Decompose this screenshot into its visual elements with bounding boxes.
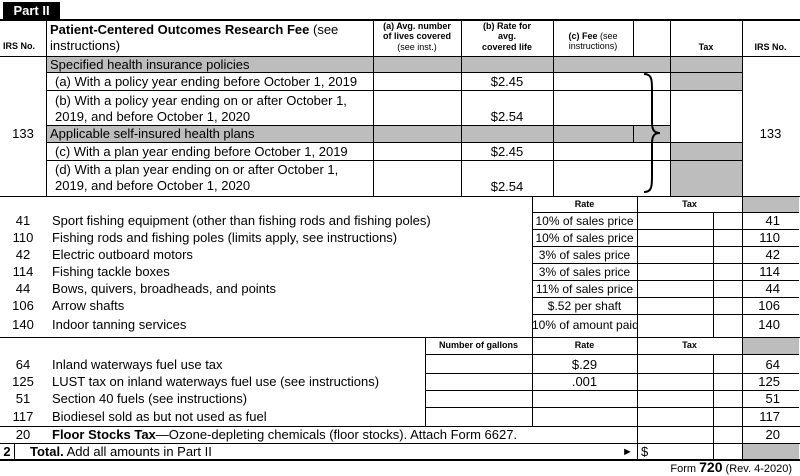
sec2-rate-41: 10% of sales price xyxy=(535,214,634,228)
pcori-rate-a: $2.45 xyxy=(490,74,524,89)
pcori-rate-b: $2.54 xyxy=(490,109,524,124)
pcori-row-c: (c) With a plan year ending before October 1, 2019 xyxy=(55,144,348,159)
total-line-no: 2 xyxy=(3,444,11,459)
sec2-label-106: Arrow shafts xyxy=(52,298,125,313)
header-col-c-1 xyxy=(553,31,633,41)
floor-irs-no: 20 xyxy=(15,427,31,442)
sec2-rate-140: 10% of amount paid xyxy=(532,318,639,332)
floor-stocks-label xyxy=(52,427,517,443)
total-arrow-icon: ► xyxy=(622,446,633,458)
shade-tax-d xyxy=(670,160,742,196)
header-col-a-3: (see inst.) xyxy=(397,42,437,52)
sec3-header-rate: Rate xyxy=(574,340,595,350)
header-col-c-see: (see xyxy=(597,31,618,41)
rule-floor-tax-split xyxy=(713,426,714,459)
part-label: Part II xyxy=(3,2,60,19)
sec2-irs-44: 44 xyxy=(15,281,31,296)
rule-sec3-tax xyxy=(637,337,638,426)
header-tax: Tax xyxy=(698,42,714,52)
sec2-rate-114: 3% of sales price xyxy=(538,265,631,279)
sec2-irs-right-110: 110 xyxy=(759,230,780,245)
rule-tax-1 xyxy=(670,72,742,73)
total-label xyxy=(30,444,212,460)
sec2-label-140: Indoor tanning services xyxy=(52,317,187,332)
sec2-irs-42: 42 xyxy=(15,247,31,262)
footer-form-word: Form xyxy=(670,463,700,475)
form-footer xyxy=(670,460,792,476)
sec2-irs-right-106: 106 xyxy=(758,298,780,313)
header-col-c-2: instructions) xyxy=(568,41,618,51)
sec3-irs-125: 125 xyxy=(12,374,34,389)
total-dollar: $ xyxy=(641,444,649,459)
shade-irs-right-total xyxy=(742,443,799,459)
rule-col-c-end-2 xyxy=(633,125,634,142)
sec3-header-gallons: Number of gallons xyxy=(438,340,518,350)
pcori-rate-c: $2.45 xyxy=(490,144,524,159)
pcori-row-d-line1: (d) With a plan year ending on or after October 1, xyxy=(55,162,339,177)
rule-left-col xyxy=(46,20,47,196)
rule-tax-3 xyxy=(670,142,742,143)
footer-form-number: 720 xyxy=(699,459,723,475)
pcori-row-specified: Specified health insurance policies xyxy=(50,57,250,72)
rule-sec2-tax-split xyxy=(713,212,714,337)
pcori-title xyxy=(50,22,338,38)
sec2-irs-right-140: 140 xyxy=(758,317,780,332)
sec2-irs-41: 41 xyxy=(15,213,31,228)
floor-stocks-rest: —Ozone-depleting chemicals (floor stocks). Attach Form 6627. xyxy=(155,427,518,442)
pcori-row-b-line1: (b) With a policy year ending on or after October 1, xyxy=(55,93,347,108)
footer-revision: (Rev. 4-2020) xyxy=(722,463,792,475)
sec2-label-114: Fishing tackle boxes xyxy=(52,264,170,279)
sec3-rate-125: .001 xyxy=(571,374,598,389)
header-irs-no-right: IRS No. xyxy=(754,42,787,52)
sec3-irs-51: 51 xyxy=(15,391,31,406)
sec2-header-rate: Rate xyxy=(574,199,595,209)
pcori-row-a: (a) With a policy year ending before October 1, 2019 xyxy=(55,74,358,89)
sec2-irs-106: 106 xyxy=(12,298,34,313)
sec2-irs-140: 140 xyxy=(12,317,34,332)
sec3-rate-64: $.29 xyxy=(571,357,598,372)
pcori-row-d-line2: 2019, and before October 1, 2020 xyxy=(55,178,251,193)
sec2-rate-110: 10% of sales price xyxy=(535,231,634,245)
sec3-irs-right-117: 117 xyxy=(759,409,780,424)
total-amount-field[interactable] xyxy=(650,444,712,458)
pcori-irs-no-right: 133 xyxy=(759,126,782,141)
sec3-irs-right-125: 125 xyxy=(758,374,780,389)
header-col-a-1: (a) Avg. number xyxy=(383,21,451,31)
pcori-rate-d: $2.54 xyxy=(490,179,524,194)
rule-sec2-bottom xyxy=(0,337,800,338)
floor-irs-right: 20 xyxy=(765,427,780,442)
sec2-irs-right-42: 42 xyxy=(765,247,780,262)
sec3-label-117: Biodiesel sold as but not used as fuel xyxy=(52,409,267,424)
rule-sec2-6 xyxy=(532,314,799,315)
sec2-label-41: Sport fishing equipment (other than fishing rods and fishing poles) xyxy=(52,213,431,228)
rule-pcori-5 xyxy=(46,160,670,161)
pcori-row-selfinsured: Applicable self-insured health plans xyxy=(50,126,255,141)
sec2-irs-right-44: 44 xyxy=(765,281,780,296)
sec2-irs-right-41: 41 xyxy=(765,213,780,228)
sec2-label-110: Fishing rods and fishing poles (limits apply, see instructions) xyxy=(52,230,398,245)
sec3-irs-117: 117 xyxy=(12,409,34,424)
sec2-irs-110: 110 xyxy=(12,230,34,245)
sec3-label-125: LUST tax on inland waterways fuel use (see instructions) xyxy=(52,374,380,389)
shade-tax-c xyxy=(670,142,742,160)
sec2-irs-right-114: 114 xyxy=(759,264,780,279)
shade-tax-specified xyxy=(670,56,742,72)
rule-tax-2 xyxy=(670,90,742,91)
sec2-rate-42: 3% of sales price xyxy=(538,248,631,262)
sec2-irs-114: 114 xyxy=(12,264,34,279)
pcori-irs-no-left: 133 xyxy=(12,126,34,141)
sec2-rate-106: $.52 per shaft xyxy=(547,299,622,313)
pcori-title-rest: (see xyxy=(309,22,339,37)
sec2-label-42: Electric outboard motors xyxy=(52,247,193,262)
header-col-b-3: covered life xyxy=(481,42,533,52)
pcori-title-line2: instructions) xyxy=(50,38,121,53)
shade-irs-right-sec3 xyxy=(742,337,799,354)
pcori-title-bold: Patient-Centered Outcomes Research Fee xyxy=(50,22,310,37)
right-brace-icon xyxy=(640,72,664,194)
rule-pcori-4 xyxy=(46,142,670,143)
sec2-label-44: Bows, quivers, broadheads, and points xyxy=(52,281,277,296)
rule-tax-4 xyxy=(670,160,742,161)
header-col-b-1: (b) Rate for xyxy=(483,21,531,31)
rule-total-left xyxy=(14,443,15,459)
shade-irs-right-sec2 xyxy=(742,196,799,212)
rule-col-c-end xyxy=(633,20,634,56)
rule-pcori-bottom xyxy=(0,196,800,197)
header-irs-no-left: IRS No. xyxy=(3,41,36,51)
rule-sec2-tax xyxy=(637,196,638,337)
sec3-irs-right-64: 64 xyxy=(765,357,780,372)
header-col-c-label: (c) Fee xyxy=(568,31,598,41)
floor-stocks-bold: Floor Stocks Tax xyxy=(52,427,156,442)
shade-tax-a xyxy=(670,72,742,90)
sec3-label-64: Inland waterways fuel use tax xyxy=(52,357,223,372)
sec2-header-tax: Tax xyxy=(682,199,697,209)
rule-sec3-tax-split xyxy=(713,354,714,426)
header-col-b-2: avg. xyxy=(497,31,516,41)
rule-sec3-gallons xyxy=(425,337,426,426)
rule-pcori-2 xyxy=(46,90,670,91)
rule-floor-tax xyxy=(637,426,638,459)
sec3-label-51: Section 40 fuels (see instructions) xyxy=(52,391,248,406)
sec3-irs-right-51: 51 xyxy=(765,391,780,406)
sec2-rate-44: 11% of sales price xyxy=(535,282,634,296)
total-rest: Add all amounts in Part II xyxy=(63,444,212,459)
header-col-a-2: of lives covered xyxy=(382,31,452,41)
sec3-header-tax: Tax xyxy=(682,340,697,350)
sec3-irs-64: 64 xyxy=(15,357,31,372)
total-bold: Total. xyxy=(30,444,64,459)
pcori-row-b-line2: 2019, and before October 1, 2020 xyxy=(55,109,251,124)
